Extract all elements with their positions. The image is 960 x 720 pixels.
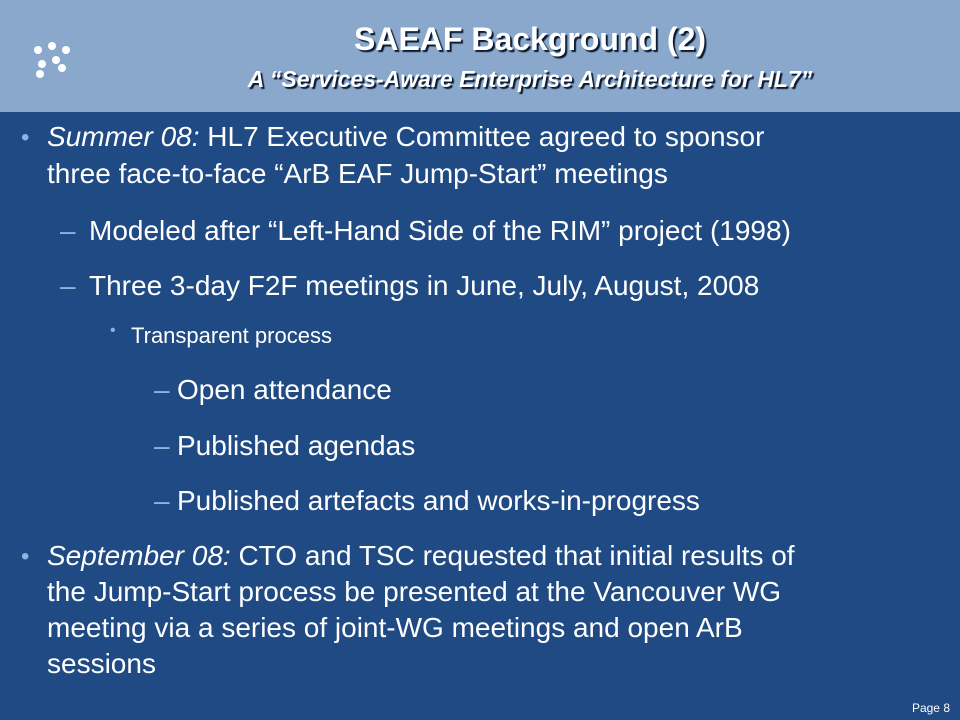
bullet-text: HL7 Executive Committee agreed to sponsor: [207, 121, 765, 152]
bullet-marker: •: [21, 124, 30, 151]
item-published-artefacts: Published artefacts and works-in-progress: [177, 485, 700, 516]
bullet-marker: •: [21, 543, 30, 570]
bullet-text: CTO and TSC requested that initial results of: [238, 540, 795, 571]
page-number: Page 8: [911, 701, 950, 715]
dash-marker: –: [154, 485, 170, 516]
slide-title: SAEAF Background (2): [353, 21, 707, 57]
sub-sub-bullet-transparent: Transparent process: [131, 323, 332, 348]
bullet-text-continued: sessions: [47, 648, 156, 679]
bullet-label: September 08:: [47, 540, 231, 571]
bullet-text-continued: three face-to-face “ArB EAF Jump-Start” meetings: [47, 158, 668, 189]
sub-bullet-modeled: Modeled after “Left-Hand Side of the RIM” project (1998): [89, 215, 791, 246]
bullet-text-continued: meeting via a series of joint-WG meetings and open ArB: [47, 612, 743, 643]
dash-marker: –: [154, 430, 170, 461]
item-open-attendance: Open attendance: [177, 374, 392, 405]
dash-marker: –: [154, 374, 170, 405]
bullet-label: Summer 08:: [47, 121, 200, 152]
dash-marker: –: [60, 215, 76, 246]
slide-subtitle: A “Services-Aware Enterprise Architecture for HL7”: [247, 66, 813, 92]
bullet-text-continued: the Jump-Start process be presented at the Vancouver WG: [47, 576, 782, 607]
bullet-marker: •: [110, 322, 116, 339]
sub-bullet-meetings: Three 3-day F2F meetings in June, July, August, 2008: [89, 270, 760, 301]
bullet-september-08: [47, 538, 795, 574]
bullet-summer-08: [47, 119, 764, 155]
dash-marker: –: [60, 270, 76, 301]
item-published-agendas: Published agendas: [177, 430, 416, 461]
